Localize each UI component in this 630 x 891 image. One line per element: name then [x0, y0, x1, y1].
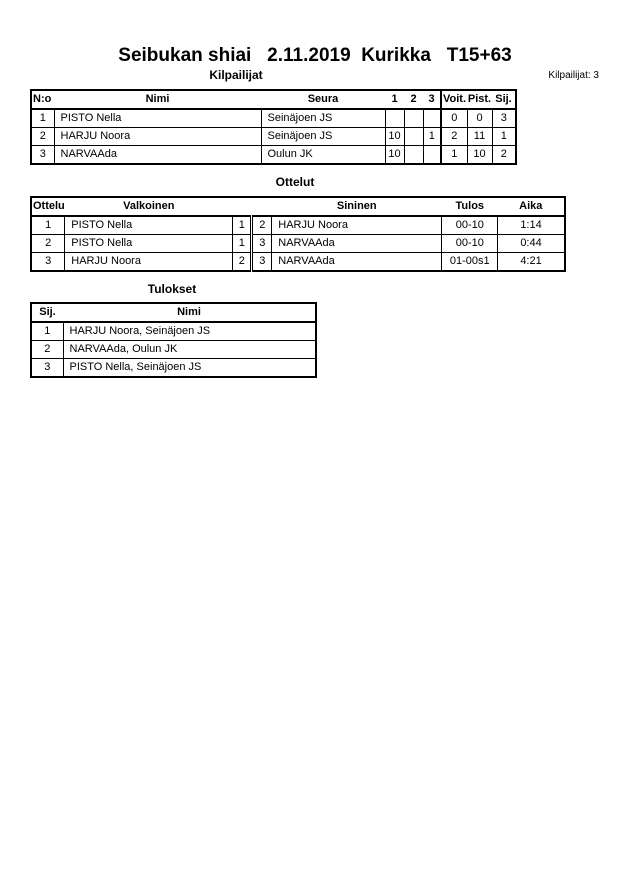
table-row: [31, 146, 516, 165]
cell-nimi: PISTO Nella: [54, 109, 261, 128]
cell-voit: 1: [441, 146, 467, 165]
cell-round2: [404, 128, 423, 146]
table-row: [31, 128, 516, 146]
table-row: [31, 109, 516, 128]
cell-seura: Seinäjoen JS: [261, 109, 385, 128]
section-heading-ottelut: Ottelut: [275, 175, 315, 189]
cell-round3: [423, 109, 441, 128]
col-header-pist: Pist.: [467, 90, 492, 109]
col-header-nimi: Nimi: [63, 303, 316, 322]
section-heading-kilpailijat: Kilpailijat: [209, 68, 263, 82]
cell-ottelu: 2: [31, 235, 65, 253]
matches-table: [30, 196, 566, 272]
cell-round2: [404, 109, 423, 128]
cell-tulos: 00-10: [442, 216, 498, 235]
col-header-sij: Sij.: [492, 90, 516, 109]
cell-sij: 2: [31, 341, 63, 359]
results-table: [30, 302, 317, 378]
cell-tulos: 00-10: [442, 235, 498, 253]
cell-aika: 4:21: [498, 253, 565, 272]
section-heading-tulokset: Tulokset: [147, 282, 197, 296]
cell-aika: 1:14: [498, 216, 565, 235]
table-row: [31, 235, 565, 253]
cell-round3: 1: [423, 128, 441, 146]
cell-blue-no: 3: [252, 253, 272, 272]
col-header-round2: 2: [404, 90, 423, 109]
cell-pist: 0: [467, 109, 492, 128]
cell-sij: 2: [492, 146, 516, 165]
cell-sininen: NARVAAda: [272, 235, 442, 253]
cell-sij: 3: [492, 109, 516, 128]
page-title: Seibukan shiai 2.11.2019 Kurikka T15+63: [118, 45, 512, 66]
cell-valkoinen: HARJU Noora: [65, 253, 233, 272]
col-header-round3: 3: [423, 90, 441, 109]
cell-no: 2: [31, 128, 54, 146]
cell-voit: 0: [441, 109, 467, 128]
cell-white-no: 1: [233, 216, 252, 235]
cell-ottelu: 1: [31, 216, 65, 235]
cell-sij: 1: [31, 322, 63, 341]
cell-nimi: NARVAAda: [54, 146, 261, 165]
cell-tulos: 01-00s1: [442, 253, 498, 272]
table-header-row: [31, 197, 565, 216]
col-header-voit: Voit.: [441, 90, 467, 109]
col-header-sininen: Sininen: [272, 197, 442, 216]
col-header-valkoinen: Valkoinen: [65, 197, 233, 216]
col-header-ottelu: Ottelu: [31, 197, 65, 216]
table-row: [31, 359, 316, 378]
col-header-seura: Seura: [261, 90, 385, 109]
table-header-row: [31, 303, 316, 322]
cell-voit: 2: [441, 128, 467, 146]
cell-sij: 3: [31, 359, 63, 378]
table-row: [31, 322, 316, 341]
table-row: [31, 216, 565, 235]
cell-ottelu: 3: [31, 253, 65, 272]
cell-sininen: NARVAAda: [272, 253, 442, 272]
cell-blue-no: 3: [252, 235, 272, 253]
cell-white-no: 1: [233, 235, 252, 253]
competitor-count-label: Kilpailijat: 3: [548, 70, 599, 81]
cell-blue-no: 2: [252, 216, 272, 235]
table-row: [31, 253, 565, 272]
cell-no: 3: [31, 146, 54, 165]
competitors-table: [30, 89, 517, 165]
cell-valkoinen: PISTO Nella: [65, 235, 233, 253]
table-header-row: [31, 90, 516, 109]
col-header-no: N:o: [31, 90, 54, 109]
col-header-tulos: Tulos: [442, 197, 498, 216]
cell-nimi: PISTO Nella, Seinäjoen JS: [63, 359, 316, 378]
table-row: [31, 341, 316, 359]
col-header-round1: 1: [385, 90, 404, 109]
col-header-blue-no: [252, 197, 272, 216]
cell-white-no: 2: [233, 253, 252, 272]
cell-round2: [404, 146, 423, 165]
col-header-sij: Sij.: [31, 303, 63, 322]
cell-valkoinen: PISTO Nella: [65, 216, 233, 235]
cell-nimi: HARJU Noora, Seinäjoen JS: [63, 322, 316, 341]
cell-seura: Seinäjoen JS: [261, 128, 385, 146]
col-header-aika: Aika: [498, 197, 565, 216]
cell-round1: 10: [385, 128, 404, 146]
cell-sij: 1: [492, 128, 516, 146]
cell-pist: 11: [467, 128, 492, 146]
cell-pist: 10: [467, 146, 492, 165]
cell-nimi: HARJU Noora: [54, 128, 261, 146]
cell-round1: 10: [385, 146, 404, 165]
cell-seura: Oulun JK: [261, 146, 385, 165]
cell-round1: [385, 109, 404, 128]
cell-round3: [423, 146, 441, 165]
col-header-white-no: [233, 197, 252, 216]
cell-no: 1: [31, 109, 54, 128]
cell-nimi: NARVAAda, Oulun JK: [63, 341, 316, 359]
cell-sininen: HARJU Noora: [272, 216, 442, 235]
col-header-nimi: Nimi: [54, 90, 261, 109]
cell-aika: 0:44: [498, 235, 565, 253]
